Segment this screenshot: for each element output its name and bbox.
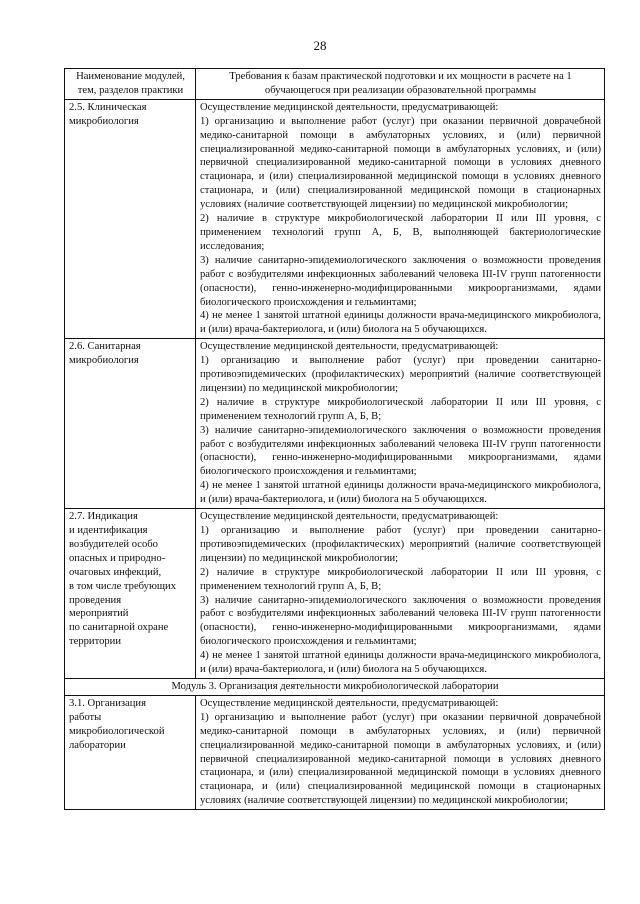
requirement-item: 1) организацию и выполнение работ (услуг) при проведении санитарно-противоэпидемических (профилактических) мероприятий (наличие соответствующей лицензии) по медицинской микробиологии; xyxy=(200,525,601,564)
section-name: 3.1. Организация работы микробиологической лаборатории xyxy=(65,695,196,809)
table-body-module-3 xyxy=(65,695,605,809)
header-col-sections: Наименование модулей, тем, разделов практики xyxy=(65,69,196,100)
requirements-cell xyxy=(196,509,605,679)
requirement-item: 2) наличие в структуре микробиологической лаборатории II или III уровня, с применением технологий групп А, Б, В; xyxy=(200,566,601,592)
requirement-item: 1) организацию и выполнение работ (услуг) при оказании первичной доврачебной медико-санитарной помощи в амбулаторных условиях, и (или) первичной специализированной медико-санитарной помощи в амбулаторных условиях, и (или) первичной специализированной медико-санитарной помощи в условиях дневного стационара, и (или) специализированной медицинской помощи в условиях дневного стационара, и (или) специализированной медицинской помощи в стационарных условиях (наличие соответствующей лицензии) по медицинской микробиологии; xyxy=(200,115,601,211)
section-name: 2.5. Клиническая микробиология xyxy=(65,99,196,338)
requirement-item: 4) не менее 1 занятой штатной единицы должности врача-медицинского микробиолога, и (или) врача-бактериолога, и (или) биолога на 5 обучающихся. xyxy=(200,480,601,506)
requirement-item: 4) не менее 1 занятой штатной единицы должности врача-медицинского микробиолога, и (или) врача-бактериолога, и (или) биолога на 5 обучающихся. xyxy=(200,650,601,676)
table-row xyxy=(65,339,605,509)
table-row xyxy=(65,99,605,338)
requirement-item: 1) организацию и выполнение работ (услуг) при оказании первичной доврачебной медико-санитарной помощи в амбулаторных условиях, и (или) первичной специализированной медико-санитарной помощи в амбулаторных условиях, и (или) первичной специализированной медико-санитарной помощи в условиях дневного стационара, и (или) специализированной медицинской помощи в условиях дневного стационара, и (или) специализированной медицинской помощи в стационарных условиях (наличие соответствующей лицензии) по медицинской микробиологии; xyxy=(200,711,601,807)
table-header-row xyxy=(65,69,605,100)
table-body-module-2 xyxy=(65,99,605,678)
section-name: 2.7. Индикация и идентификация возбудителей особо опасных и природно- очаговых инфекций, в том числе требующих проведения мероприятий по санитарной охране территории xyxy=(65,509,196,679)
requirement-item: 1) организацию и выполнение работ (услуг) при проведении санитарно-противоэпидемических (профилактических) мероприятий (наличие соответствующей лицензии) по медицинской микробиологии; xyxy=(200,355,601,394)
header-col-requirements: Требования к базам практической подготовки и их мощности в расчете на 1 обучающегося при реализации образовательной программы xyxy=(196,69,605,100)
requirements-cell xyxy=(196,99,605,338)
requirements-intro: Осуществление медицинской деятельности, предусматривающей: xyxy=(200,101,499,113)
requirement-item: 2) наличие в структуре микробиологической лаборатории II или III уровня, с применением технологий групп А, Б, В; xyxy=(200,396,601,422)
requirement-item: 3) наличие санитарно-эпидемиологического заключения о возможности проведения работ с возбудителями инфекционных заболеваний человека III-IV групп патогенности (опасности), генно-инженерно-модифицированными микроорганизмами, ядами биологического происхождения и гельминтами; xyxy=(200,254,601,308)
requirement-item: 3) наличие санитарно-эпидемиологического заключения о возможности проведения работ с возбудителями инфекционных заболеваний человека III-IV групп патогенности (опасности), генно-инженерно-модифицированными микроорганизмами, ядами биологического происхождения и гельминтами; xyxy=(200,594,601,648)
requirement-item: 3) наличие санитарно-эпидемиологического заключения о возможности проведения работ с возбудителями инфекционных заболеваний человека III-IV групп патогенности (опасности), генно-инженерно-модифицированными микроорганизмами, ядами биологического происхождения и гельминтами; xyxy=(200,424,601,478)
requirements-cell xyxy=(196,339,605,509)
requirements-intro: Осуществление медицинской деятельности, предусматривающей: xyxy=(200,697,499,709)
table-row xyxy=(65,695,605,809)
requirement-item: 2) наличие в структуре микробиологической лаборатории II или III уровня, с применением технологий групп А, Б, В, выполняющей бактериологические исследования; xyxy=(200,213,601,252)
module-title: Модуль 3. Организация деятельности микробиологической лаборатории xyxy=(65,678,605,695)
requirements-cell xyxy=(196,695,605,809)
page-number: 28 xyxy=(313,38,327,53)
requirements-intro: Осуществление медицинской деятельности, предусматривающей: xyxy=(200,511,499,523)
table-row xyxy=(65,509,605,679)
module-row xyxy=(65,678,605,695)
requirements-intro: Осуществление медицинской деятельности, предусматривающей: xyxy=(200,341,499,353)
requirements-table xyxy=(64,68,605,810)
section-name: 2.6. Санитарная микробиология xyxy=(65,339,196,509)
requirement-item: 4) не менее 1 занятой штатной единицы должности врача-медицинского микробиолога, и (или) врача-бактериолога, и (или) биолога на 5 обучающихся. xyxy=(200,310,601,336)
